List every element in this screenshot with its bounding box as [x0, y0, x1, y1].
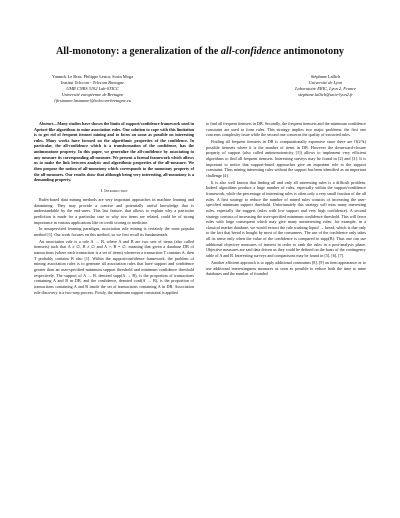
author-group-1 — [52, 74, 133, 104]
body-columns — [34, 121, 366, 296]
title-emphasis: all-confidence — [220, 46, 281, 57]
paragraph: Rules-based data mining methods are very important approaches in machine learning and datamining. They may provide a concise and potentially useful knowledge that is understandable by the end-users. This last feature, that allows to explain why a particular prediction is made for a particular case or why two items are related, could be of strong importance in various applications like in credit scoring or medicine. — [34, 196, 194, 225]
author-affiliation: Université européenne de Bretagne — [61, 92, 124, 98]
paragraph: Another efficient approach is to apply additional constraints [8], [9] on item appearance or to use additional interestingness measures as soon as possible to reduce both the time to mine databases and the number of founded — [206, 259, 366, 277]
author-affiliation: Université de Lyon — [308, 80, 343, 86]
paragraph: An association rule is a rule A → B, where A and B are two sets of items (also called itemsets) such that A ≠ ∅, B ≠ ∅ and A ∩ B = ∅, meaning that given a database DB of transactions (where each transaction is a set of items) whenever a transaction T contains A, then T probably contains B also [1]. Within the support/confidence framework, the problem of mining association rules is to generate all association rules that have support and confidence greater than an user-specified minimum support threshold and minimum confidence threshold respectively. The support of A → B, denoted supp(A → B), is the proportion of transactions containing A and B in DB, and the confidence, denoted conf(A → B), is the proportion of transactions containing A and B inside the set of transactions containing A in DB. Association rule discovery is a two-step process. Firstly, the minimum support constraint is applied — [34, 238, 194, 295]
paper-title — [34, 46, 366, 58]
paragraph: In unsupervised learning paradigm, association rule mining is certainly the most popular method [1]. Our work focuses on this method, so we first recall its fundamentals. — [34, 226, 194, 237]
left-column — [34, 121, 194, 296]
author-block — [34, 74, 366, 104]
abstract-text: —Many studies have shown the limits of support/confidence framework used in Apriori-like algorithms to mine association rules. One solution to cope with this limitation is to get rid of frequent itemset mining and to focus on some as possible on interesting rules. Many works have focused on the algorithmic properties of the confidence. In particular, the all-confidence which is a transformation of the confidence, has the antimonotone property. In this paper, we generalize the all-confidence by associating to any measure its corresponding all-measure. We present a formal framework which allows us to make the link between analytic and algorithmic properties of the all-measure. We then propose the notion of all-monotony which corresponds to the monotony property of the all-measures. Our results show that although being very interesting, all-monotony is a demanding property. — [34, 120, 194, 183]
author-email: stephane.lallich@univ-lyon2.fr — [298, 92, 353, 98]
title-prefix: All-monotony: a generalization of the — [55, 46, 221, 57]
author-affiliation: UMR CNRS 3192 Lab-STICC — [66, 86, 119, 92]
paragraph: to find all frequent itemsets in DB. Secondly, the frequent itemsets and the minimum confidence constraint are used to form rules. This strategy implies two major problems: the first one concerns complexity issue while the second one concerns the quality of extracted rules. — [206, 120, 366, 138]
author-names: Yannick Le Bras, Philippe Lenca, Sorin Moga — [52, 74, 134, 80]
abstract-label: Abstract — [39, 120, 54, 126]
paragraph: Finding all frequent itemsets in DB is computationally expensive since there are O(2^k) possible itemsets where k is the number of items in DB. However the downward-closure property of support (also called antimonotonicity [1]) allows to implement very efficient algorithms to find all frequent itemsets. Interesting surveys may be found in [2] and [3]. It is important to notice that support-based approaches give an important role to the support constraint. Thus mining interesting rules without the support has been identified as an important challenge [4]. — [206, 139, 366, 178]
right-column — [206, 121, 366, 296]
author-affiliation: Laboratoire ERIC, Lyon 2, France — [295, 86, 356, 92]
abstract — [34, 121, 194, 183]
author-group-2 — [295, 74, 356, 104]
section-heading: I. Introduction — [100, 187, 128, 193]
author-names: Stéphane Lallich — [310, 74, 341, 80]
author-affiliation: Institut Telecom - Telecom Bretagne — [60, 80, 125, 86]
author-email: {firstname.lastname}@telecom-bretagne.eu — [54, 97, 131, 103]
title-suffix: antimonotony — [280, 46, 345, 57]
paragraph: It is also well known that finding all and only all interesting rules is a difficult problem. Indeed algorithms produce a huge number of rules, especially within the support/confidence framework, while the percentage of interesting rules is often only a very small fraction of the all rules. A first strategy to reduce the number of mined rules consists of increasing the user-specified minimum support threshold. Unfortunately this strategy will miss many interesting rules, especially the nuggets (rules with low support and very high confidence). A second strategy consists of increasing the user-specified minimum confidence threshold. This will favor rules with large consequent which may give many uninteresting rules: for example, in a classical market database, we would extract the rule washing liquid → bread, which is due only to the fact that bread is bought by most of the consumers. The use of the confidence only takes all its sense only when the value of the confidence is compared to supp(B). Thus one can use additional objective measures of interest in order to rank the rules in a post-analysis phase. Objective measures are said data driven as they could be defined on the basis of the contingency table of A and B. Interesting surveys and comparisons may be found in [5], [6], [7]. — [206, 179, 366, 259]
